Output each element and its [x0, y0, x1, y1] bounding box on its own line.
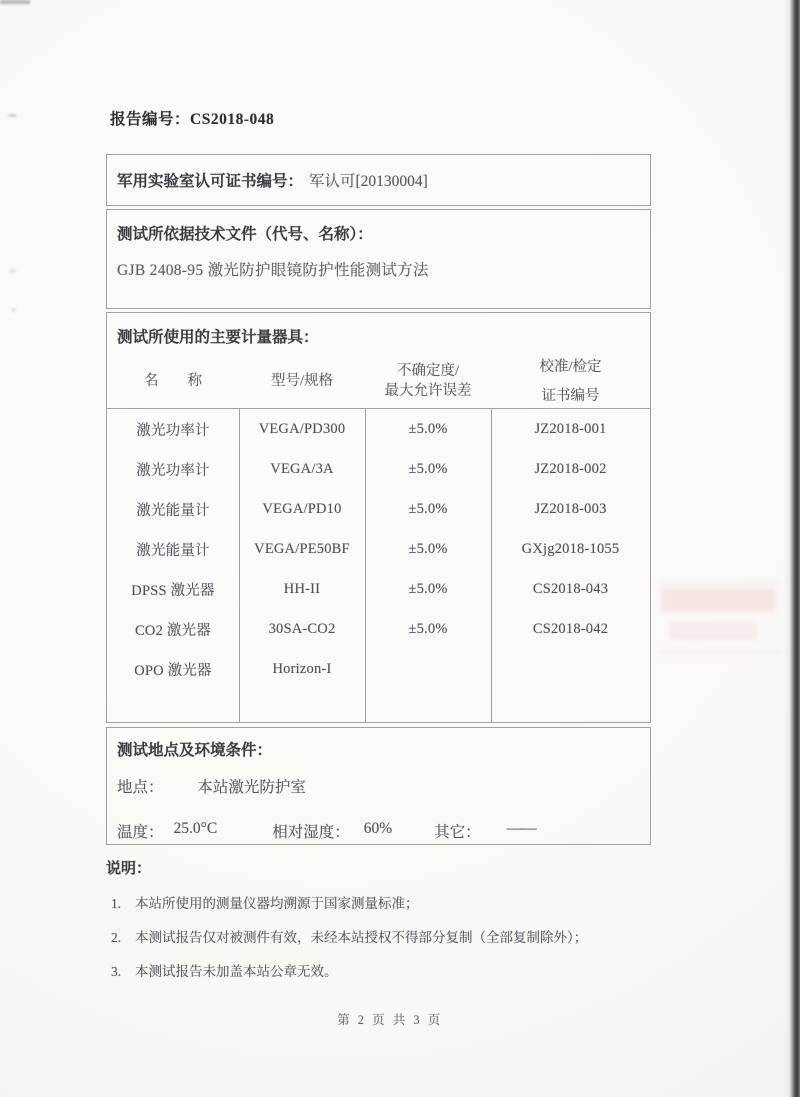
table-row [107, 409, 650, 449]
scan-smudge [8, 114, 17, 117]
bleed-mark [661, 588, 775, 612]
cell-name: 激光功率计 [136, 462, 210, 479]
scan-edge-shadow [784, 0, 800, 1097]
location-label: 地点： [117, 779, 164, 796]
cell-model: HH-II [283, 580, 321, 597]
technical-basis-title: 测试所依据技术文件（代号、名称）： [117, 226, 373, 243]
scan-smudge [11, 308, 16, 312]
instruments-table-header [107, 354, 650, 408]
cell-certificate: JZ2018-002 [534, 460, 607, 477]
certificate-value: 军认可[20130004] [309, 173, 428, 190]
column-header-certificate [491, 354, 650, 408]
bleed-mark [669, 621, 757, 640]
cell-certificate: JZ2018-003 [534, 500, 607, 517]
environment-title: 测试地点及环境条件： [117, 742, 273, 759]
humidity-value: 60% [363, 820, 393, 837]
cell-certificate: JZ2018-001 [534, 420, 607, 437]
notes-section [106, 857, 676, 980]
environment-box [106, 727, 651, 845]
instruments-title: 测试所使用的主要计量器具： [117, 329, 319, 346]
column-header-model [239, 354, 365, 408]
technical-basis-box [106, 209, 651, 309]
bleed-mark [657, 582, 783, 584]
note-text: 本测试报告未加盖本站公章无效。 [135, 964, 338, 979]
cell-model: 30SA-CO2 [268, 620, 336, 637]
column-divider [365, 409, 366, 722]
cell-model: VEGA/PD10 [262, 500, 342, 517]
bleed-mark [657, 651, 783, 653]
temperature-label: 温度： [117, 824, 164, 841]
instruments-box [106, 312, 651, 723]
note-item [106, 963, 676, 980]
certificate-box [106, 154, 651, 206]
cell-name: DPSS 激光器 [131, 582, 215, 599]
column-header-uncertainty [365, 354, 491, 408]
ink-bleed-through [653, 577, 791, 665]
column-header-text: 证书编号 [541, 387, 600, 404]
table-row [107, 569, 650, 609]
column-header-name [107, 354, 239, 408]
cell-name: 激光能量计 [136, 502, 210, 519]
column-divider [239, 409, 240, 722]
column-divider [491, 409, 492, 722]
note-number: 2. [111, 930, 122, 945]
column-header-text: 最大允许误差 [384, 383, 472, 399]
column-header-text: 校准/检定 [539, 358, 602, 375]
cell-uncertainty: ±5.0% [408, 500, 448, 517]
table-row [107, 649, 650, 689]
cell-model: VEGA/PD300 [258, 420, 346, 437]
other-value: —— [506, 820, 536, 837]
scan-corner-mark [0, 0, 30, 4]
notes-title: 说明： [106, 861, 152, 877]
note-number: 3. [111, 964, 122, 979]
cell-uncertainty: ±5.0% [408, 620, 448, 637]
table-row [107, 609, 650, 649]
note-item [106, 895, 676, 912]
cell-model: VEGA/PE50BF [254, 540, 350, 557]
cell-model: VEGA/3A [270, 460, 334, 477]
cell-name: OPO 激光器 [134, 662, 212, 679]
report-number-line [110, 107, 274, 129]
cell-name: CO2 激光器 [135, 622, 211, 639]
cell-model: Horizon-I [272, 660, 332, 677]
cell-certificate: CS2018-042 [532, 620, 609, 637]
cell-uncertainty: ±5.0% [408, 580, 448, 597]
table-row [107, 489, 650, 529]
technical-basis-document: GJB 2408-95 激光防护眼镜防护性能测试方法 [117, 262, 429, 279]
report-number-value: CS2018-048 [190, 111, 275, 128]
cell-certificate: CS2018-043 [532, 580, 609, 597]
cell-certificate: GXjg2018-1055 [521, 540, 620, 557]
instruments-table-grid [107, 408, 650, 722]
other-label: 其它： [434, 824, 481, 841]
page-footer: 第 2 页 共 3 页 [337, 1013, 443, 1027]
table-row [107, 449, 650, 489]
column-header-text: 型号/规格 [270, 373, 334, 389]
cell-uncertainty: ±5.0% [408, 460, 448, 477]
scan-smudge [9, 269, 16, 273]
temperature-value: 25.0°C [173, 820, 218, 837]
table-row [107, 529, 650, 569]
column-header-text: 名 称 [144, 373, 202, 389]
cell-name: 激光功率计 [136, 422, 210, 439]
conditions-row [117, 820, 640, 842]
cell-name: 激光能量计 [136, 542, 210, 559]
cell-uncertainty: ±5.0% [408, 540, 448, 557]
report-number-label: 报告编号： [110, 111, 191, 128]
humidity-label: 相对湿度： [272, 824, 350, 841]
location-value: 本站激光防护室 [197, 779, 306, 796]
certificate-label: 军用实验室认可证书编号： [117, 173, 304, 190]
note-number: 1. [111, 896, 122, 911]
note-item [106, 929, 676, 946]
column-header-text: 不确定度/ [396, 363, 460, 379]
note-text: 本站所使用的测量仪器均溯源于国家测量标准； [135, 896, 419, 911]
location-row [117, 775, 640, 797]
note-text: 本测试报告仅对被测件有效，未经本站授权不得部分复制（全部复制除外）； [135, 930, 588, 945]
cell-uncertainty: ±5.0% [408, 420, 448, 437]
